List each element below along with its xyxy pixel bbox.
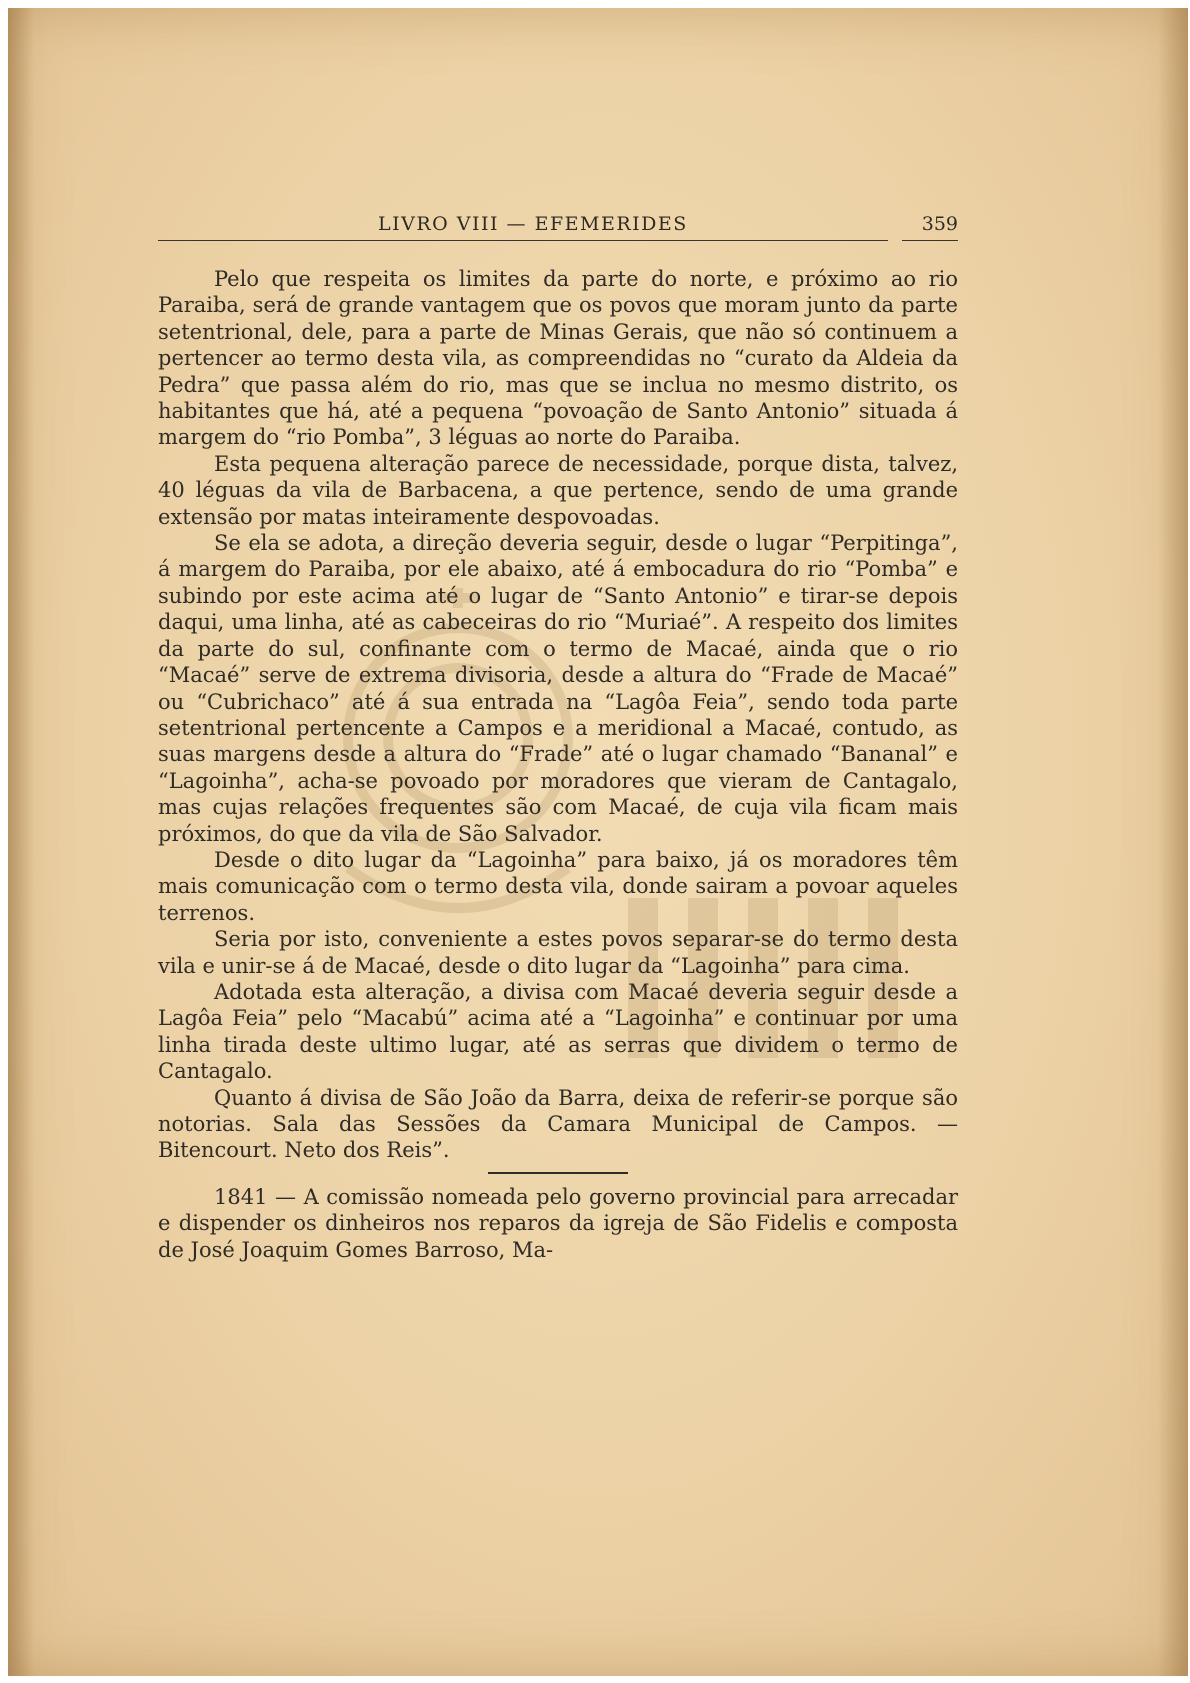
- running-title: LIVRO VIII — EFEMERIDES: [378, 213, 688, 235]
- page-shadow-left: [8, 8, 34, 1676]
- page-body: [158, 266, 958, 1263]
- paragraph: Quanto á divisa de São João da Barra, deixa de referir-se porque são notorias. Sala das Sessões da Camara Municipal de Campos. — Bitencourt. Neto dos Reis”.: [158, 1085, 958, 1163]
- page-header: [158, 213, 958, 245]
- paragraph: Se ela se adota, a direção deveria seguir, desde o lugar “Perpitinga”, á margem do Paraiba, por ele abaixo, até á embocadura do rio “Pomba” e subindo por este acima até o lugar de “Santo Antonio” e tirar-se depois daqui, uma linha, até as cabeceiras do rio “Muriaé”. A respeito dos limites da parte do sul, confinante com o termo de Macaé, ainda que o rio “Macaé” serve de extrema divisoria, desde a altura do “Frade de Macaé” ou “Cubrichaco” até á sua entrada na “Lagôa Feia”, sendo toda parte setentrional pertencente a Campos e a meridional a Macaé, contudo, as suas margens desde a altura do “Frade” até o lugar chamado “Bananal” e “Lagoinha”, acha-se povoado por moradores que vieram de Cantagalo, mas cujas relações frequentes são com Macaé, de cuja vila ficam mais próximos, do que da vila de São Salvador.: [158, 531, 958, 846]
- header-rule: [158, 240, 888, 241]
- page-shadow-right: [1158, 8, 1188, 1676]
- header-rule-right: [902, 240, 958, 241]
- section-divider: [488, 1172, 628, 1174]
- chronicle-entry: 1841 — A comissão nomeada pelo governo provincial para arrecadar e dispender os dinheiros nos reparos da igreja de São Fidelis e composta de José Joaquim Gomes Barroso, Ma-: [158, 1184, 958, 1262]
- page-number: 359: [921, 213, 958, 235]
- paragraph: Esta pequena alteração parece de necessidade, porque dista, talvez, 40 léguas da vila de Barbacena, a que pertence, sendo de uma grande extensão por matas inteiramente despovoadas.: [158, 451, 958, 529]
- paragraph: Pelo que respeita os limites da parte do norte, e próximo ao rio Paraiba, será de grande vantagem que os povos que moram junto da parte setentrional, dele, para a parte de Minas Gerais, que não só continuem a pertencer ao termo desta vila, as compreendidas no “curato da Aldeia da Pedra” que passa além do rio, mas que se inclua no mesmo distrito, os habitantes que há, até a pequena “povoação de Santo Antonio” situada á margem do “rio Pomba”, 3 léguas ao norte do Paraiba.: [158, 267, 958, 450]
- book-page: [8, 8, 1188, 1676]
- paragraph: Desde o dito lugar da “Lagoinha” para baixo, já os moradores têm mais comunicação com o termo desta vila, donde sairam a povoar aqueles terrenos.: [158, 847, 958, 925]
- paragraph: Seria por isto, conveniente a estes povos separar-se do termo desta vila e unir-se á de Macaé, desde o dito lugar da “Lagoinha” para cima.: [158, 927, 958, 978]
- paragraph: Adotada esta alteração, a divisa com Macaé deveria seguir desde a Lagôa Feia” pelo “Macabú” acima até a “Lagoinha” e continuar por uma linha tirada deste ultimo lugar, até as serras que dividem o termo de Cantagalo.: [158, 979, 958, 1084]
